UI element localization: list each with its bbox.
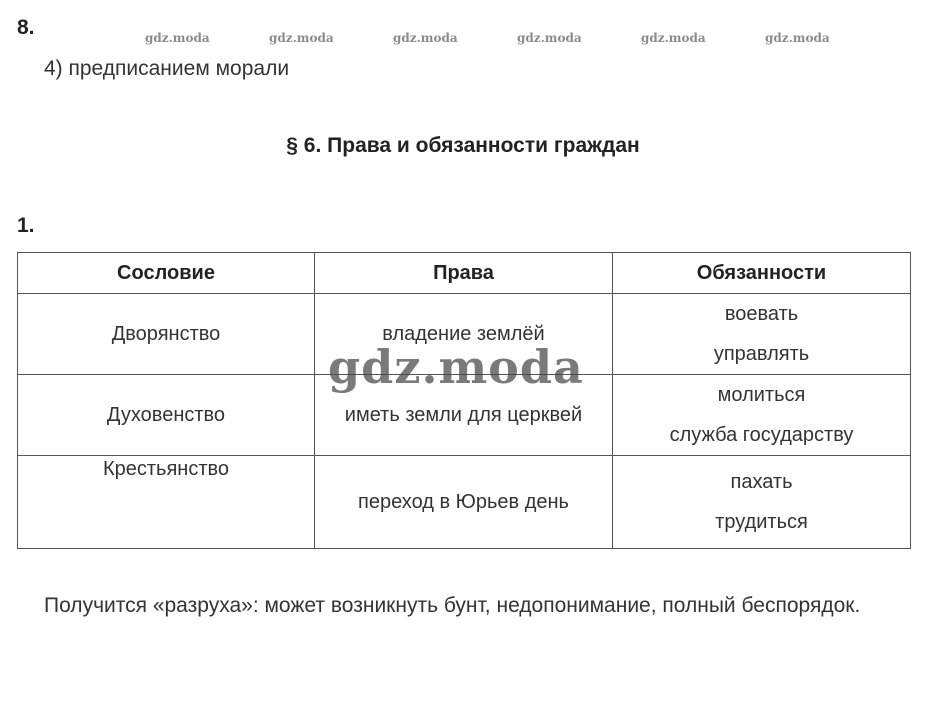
duty-item: воевать [724,303,799,325]
header-estate: Сословие [18,253,315,294]
task8-answer: 4) предписанием морали [44,57,290,80]
watermark-text: gdz.moda [517,31,582,45]
estates-table [17,252,911,549]
cell-rights: владение землёй [315,294,613,375]
cell-duties [613,294,911,375]
table-row [18,294,911,375]
table-row [18,456,911,549]
watermark-text: gdz.moda [269,31,334,45]
task-number-8: 8. [17,16,35,39]
duty-item: молиться [717,384,806,406]
cell-duties [613,456,911,549]
watermark-row [145,31,845,45]
cell-estate: Дворянство [18,294,315,375]
duty-item: пахать [730,471,793,493]
header-rights: Права [315,253,613,294]
duty-item: управлять [713,343,810,365]
cell-estate: Духовенство [18,375,315,456]
cell-duties [613,375,911,456]
conclusion-paragraph: Получится «разруха»: может возникнуть бунт, недопонимание, полный беспорядок. [44,594,861,617]
duty-item: служба государству [669,424,854,446]
watermark-text: gdz.moda [393,31,458,45]
watermark-text: gdz.moda [641,31,706,45]
watermark-text: gdz.moda [765,31,830,45]
large-watermark: gdz.moda [328,340,584,394]
watermark-text: gdz.moda [145,31,210,45]
duty-item: трудиться [715,511,808,533]
cell-rights: иметь земли для церквей [315,375,613,456]
cell-estate: Крестьянство [18,456,315,549]
task-number-1: 1. [17,214,35,237]
table-row [18,375,911,456]
cell-rights: переход в Юрьев день [315,456,613,549]
table-header-row [18,253,911,294]
section-title: § 6. Права и обязанности граждан [286,134,640,157]
header-duties: Обязанности [613,253,911,294]
